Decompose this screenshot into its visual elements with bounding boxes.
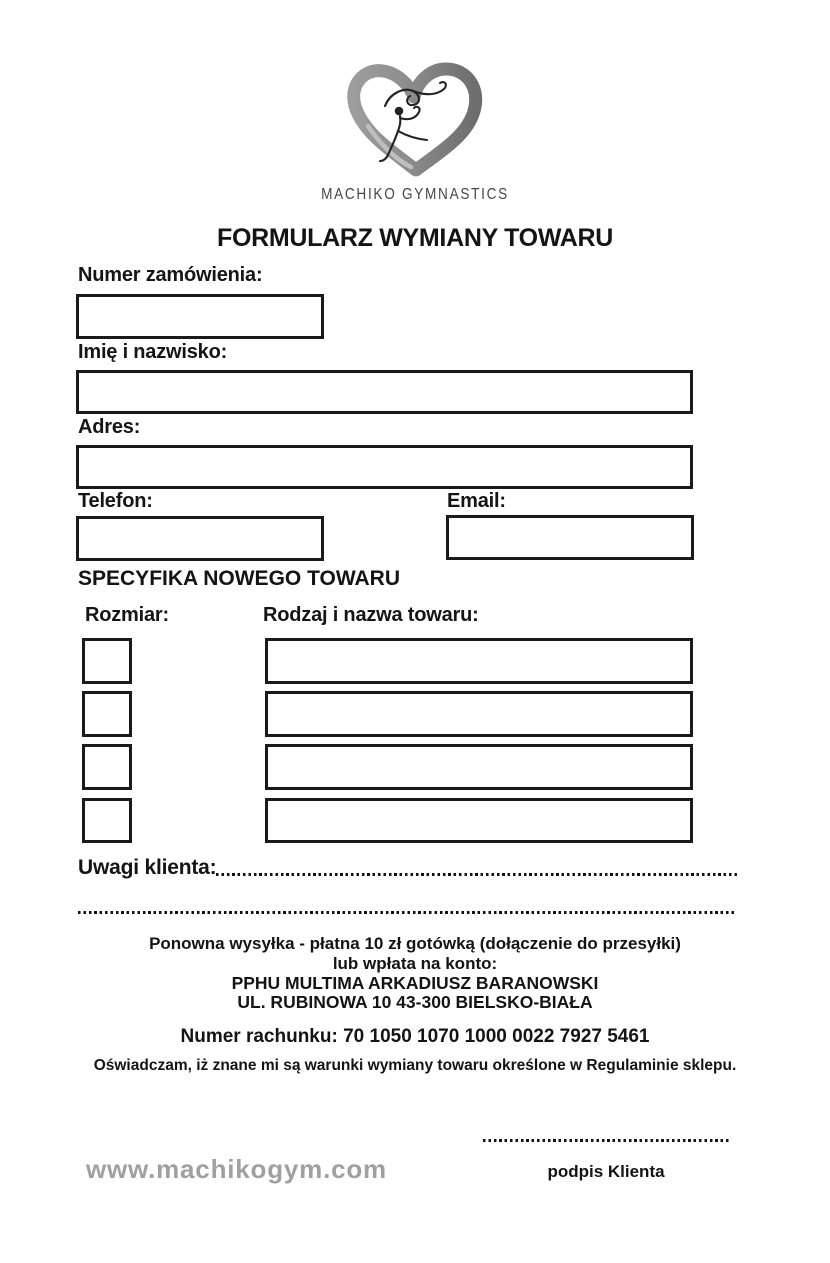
full-name-label: Imię i nazwisko: xyxy=(78,341,228,363)
product-input-4[interactable] xyxy=(265,798,693,843)
page-title: FORMULARZ WYMIANY TOWARU xyxy=(216,224,613,252)
customer-notes-label: Uwagi klienta: xyxy=(78,856,217,879)
bank-account-number: Numer rachunku: 70 1050 1070 1000 0022 7927 5461 xyxy=(180,1026,650,1047)
notes-dotted-line-1[interactable] xyxy=(216,873,737,876)
website-link[interactable]: www.machikogym.com xyxy=(86,1154,387,1184)
signature-dotted-line[interactable] xyxy=(483,1139,729,1142)
payment-info-line-1: Ponowna wysyłka - płatna 10 zł gotówką (dołączenie do przesyłki) xyxy=(149,934,681,953)
address-label: Adres: xyxy=(78,416,141,438)
specification-heading: SPECYFIKA NOWEGO TOWARU xyxy=(78,567,401,590)
size-input-1[interactable] xyxy=(82,638,132,684)
order-number-input[interactable] xyxy=(76,294,324,339)
address-input[interactable] xyxy=(76,445,693,489)
payee-address: UL. RUBINOWA 10 43-300 BIELSKO-BIAŁA xyxy=(237,992,593,1012)
payee-name: PPHU MULTIMA ARKADIUSZ BARANOWSKI xyxy=(231,973,599,993)
size-input-3[interactable] xyxy=(82,744,132,790)
brand-logo-heart-icon xyxy=(338,54,494,186)
email-input[interactable] xyxy=(446,515,694,560)
customer-notes-row xyxy=(78,856,737,880)
full-name-input[interactable] xyxy=(76,370,693,414)
brand-name: MACHIKO GYMNASTICS xyxy=(321,186,509,203)
payment-info-line-2: lub wpłata na konto: xyxy=(332,954,498,973)
phone-input[interactable] xyxy=(76,516,324,561)
notes-dotted-line-2[interactable] xyxy=(78,911,737,914)
product-input-2[interactable] xyxy=(265,691,693,737)
size-column-label: Rozmiar: xyxy=(85,604,169,626)
size-input-4[interactable] xyxy=(82,798,132,843)
email-label: Email: xyxy=(447,490,506,512)
product-input-1[interactable] xyxy=(265,638,693,684)
product-input-3[interactable] xyxy=(265,744,693,790)
order-number-label: Numer zamówienia: xyxy=(78,264,263,286)
signature-label: podpis Klienta xyxy=(547,1162,665,1181)
phone-label: Telefon: xyxy=(78,490,153,512)
terms-declaration: Oświadczam, iż znane mi są warunki wymiany towaru określone w Regulaminie sklepu. xyxy=(93,1057,737,1074)
size-input-2[interactable] xyxy=(82,691,132,737)
product-column-label: Rodzaj i nazwa towaru: xyxy=(263,604,479,626)
